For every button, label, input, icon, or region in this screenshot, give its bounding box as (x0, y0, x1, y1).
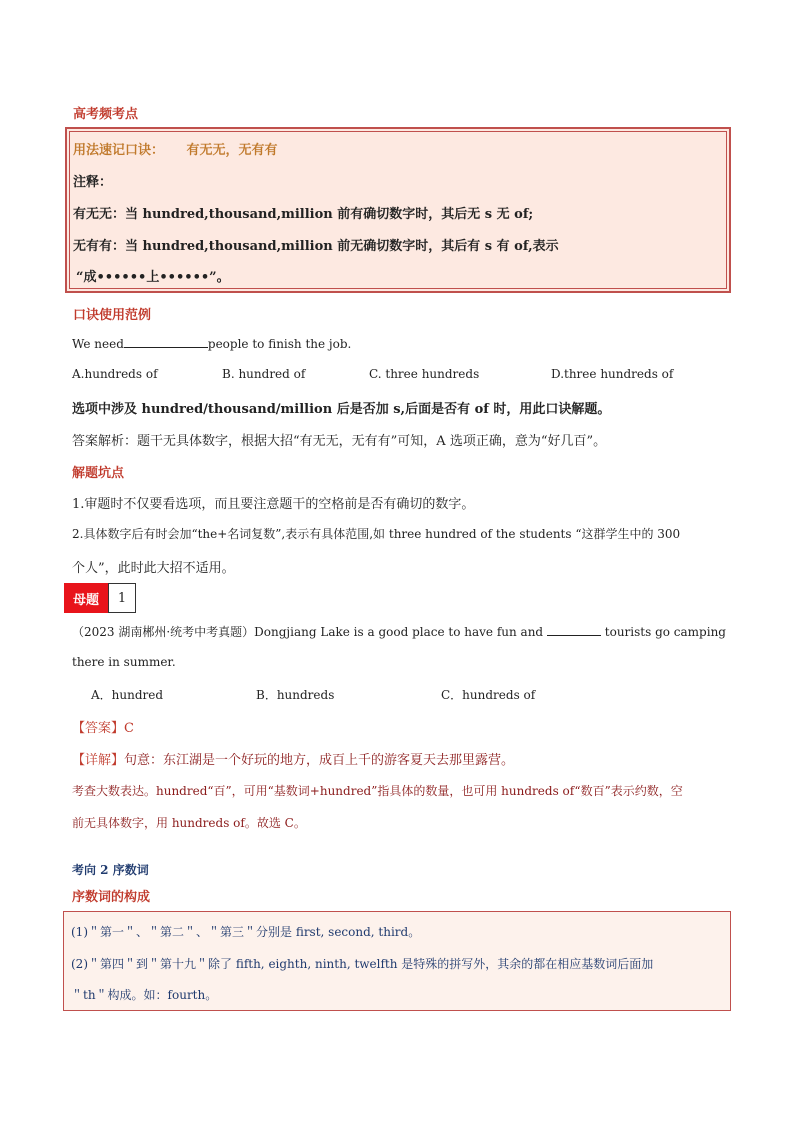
example-tip: 选项中涉及 hundred/thousand/million 后是否加 s,后面是否有 of 时，用此口诀解题。 (72, 402, 611, 417)
answer-label: 【答案】 (72, 721, 125, 736)
example-option-a: A.hundreds of (72, 367, 158, 381)
example-option-c: C. three hundreds (369, 367, 480, 381)
question-option-a: A．hundred (91, 688, 164, 702)
question-blank (547, 623, 601, 636)
mother-question-number: 1 (108, 583, 136, 613)
question-start: We need (72, 337, 124, 351)
note-line-1: 有无无：当 hundred,thousand,million 前有确切数字时，其后无 s 无 of; (73, 207, 534, 222)
question-stem-line-2: there in summer. (72, 655, 176, 669)
answer-line (72, 717, 134, 736)
example-title: 口诀使用范例 (73, 308, 152, 323)
section-2-heading: 考向 2 序数词 (72, 863, 149, 877)
example-question (72, 335, 351, 351)
pitfalls-title: 解题坑点 (72, 466, 125, 481)
note-label: 注释： (73, 175, 113, 190)
ordinal-rule-3: ＂th＂构成。如：fourth。 (71, 988, 218, 1002)
section-title: 高考频考点 (73, 107, 139, 122)
note-line-2: 无有有：当 hundred,thousand,million 前无确切数字时，其后有 s 有 of,表示 (73, 239, 559, 254)
example-option-b: B. hundred of (222, 367, 306, 381)
mother-question-badge: 母题 (64, 583, 108, 613)
mnemonic-value: 有无无，无有有 (186, 143, 278, 158)
question-option-b: B．hundreds (256, 688, 335, 702)
example-analysis: 答案解析：题干无具体数字，根据大招“有无无，无有有”可知，A 选项正确，意为“好几百”。 (72, 434, 607, 449)
explanation-line-2: 前无具体数字，用 hundreds of。故选 C。 (72, 816, 306, 830)
pitfall-item-2b: 个人”，此时此大招不适用。 (72, 561, 235, 576)
section-2-subheading: 序数词的构成 (72, 890, 151, 905)
question-stem-line-1 (72, 623, 726, 640)
question-stem-start: （2023 湖南郴州·统考中考真题）Dongjiang Lake is a good place to have fun and (72, 625, 544, 639)
mnemonic-line (73, 139, 278, 158)
detail-line (72, 749, 514, 768)
note-line-3: “成••••••上••••••”。 (76, 270, 230, 285)
explanation-line-1: 考查大数表达。hundred“百”，可用“基数词+hundred”指具体的数量，也可用 hundreds of“数百”表示约数，空 (72, 784, 683, 798)
pitfall-item-2a: 2.具体数字后有时会加“the+名词复数”,表示有具体范围,如 three hundred of the students “这群学生中的 300 (72, 527, 681, 541)
example-option-d: D.three hundreds of (551, 367, 674, 381)
question-stem-end: tourists go camping (604, 625, 726, 639)
ordinal-rule-2: (2)＂第四＂到＂第十九＂除了 fifth, eighth, ninth, twelfth 是特殊的拼写外，其余的都在相应基数词后面加 (71, 957, 654, 971)
detail-text: 句意：东江湖是一个好玩的地方，成百上千的游客夏天去那里露营。 (124, 753, 515, 768)
answer-blank (124, 335, 208, 348)
detail-label: 【详解】 (72, 753, 125, 768)
ordinal-rule-1: (1)＂第一＂、＂第二＂、＂第三＂分别是 first, second, third。 (71, 925, 421, 939)
mnemonic-label: 用法速记口诀： (73, 143, 165, 158)
pitfall-item-1: 1.审题时不仅要看选项，而且要注意题干的空格前是否有确切的数字。 (72, 497, 475, 512)
question-option-c: C．hundreds of (441, 688, 536, 702)
question-end: people to finish the job. (207, 337, 352, 351)
answer-value: C (124, 721, 134, 736)
